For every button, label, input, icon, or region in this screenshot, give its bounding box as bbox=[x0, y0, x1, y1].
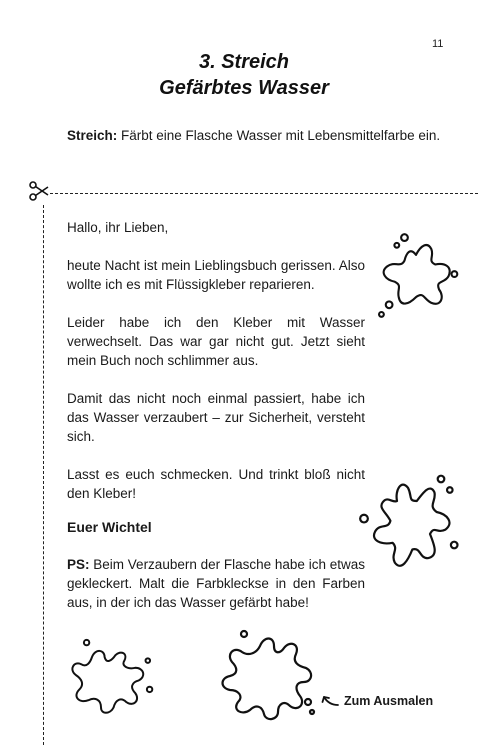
page-title-line1: 3. Streich bbox=[198, 51, 290, 73]
cut-line-vertical bbox=[43, 205, 44, 745]
letter-paragraph-4: Lasst es euch schmecken. Und trinkt bloß nicht den Kleber! bbox=[67, 467, 365, 501]
ps-label: PS: bbox=[67, 557, 90, 572]
postscript bbox=[67, 555, 365, 612]
letter-paragraph-2: Leider habe ich den Kleber mit Wasser verwechselt. Das war gar nicht gut. Jetzt sieht mein Buch noch schlimmer aus. bbox=[67, 315, 365, 368]
curved-arrow-icon bbox=[320, 693, 340, 709]
prank-text: Färbt eine Flasche Wasser mit Lebensmittelfarbe ein. bbox=[117, 128, 441, 143]
prank-description bbox=[67, 127, 467, 145]
ps-text: Beim Verzaubern der Flasche habe ich etwas gekleckert. Malt die Farbkleckse in den Farben aus, in der ich das Wasser gefärbt habe! bbox=[67, 557, 365, 610]
cut-line-horizontal bbox=[50, 193, 478, 194]
splat-blob-3 bbox=[62, 630, 158, 720]
scissors-icon bbox=[28, 180, 50, 202]
letter-paragraph-3: Damit das nicht noch einmal passiert, habe ich das Wasser verzaubert – zur Sicherheit, versteht sich. bbox=[67, 391, 365, 444]
coloring-hint bbox=[320, 693, 433, 709]
splat-blob-2 bbox=[352, 468, 464, 578]
prank-label: Streich: bbox=[67, 128, 118, 143]
signature: Euer Wichtel bbox=[67, 519, 152, 535]
coloring-hint-text: Zum Ausmalen bbox=[344, 694, 434, 708]
page-number: 11 bbox=[432, 38, 444, 50]
letter-greeting: Hallo, ihr Lieben, bbox=[67, 220, 169, 235]
splat-blob-1 bbox=[368, 228, 464, 324]
page-title-line2: Gefärbtes Wasser bbox=[159, 77, 329, 99]
splat-blob-4 bbox=[214, 624, 318, 724]
letter-paragraph-1: heute Nacht ist mein Lieblingsbuch gerissen. Also wollte ich es mit Flüssigkleber reparieren. bbox=[67, 258, 365, 292]
